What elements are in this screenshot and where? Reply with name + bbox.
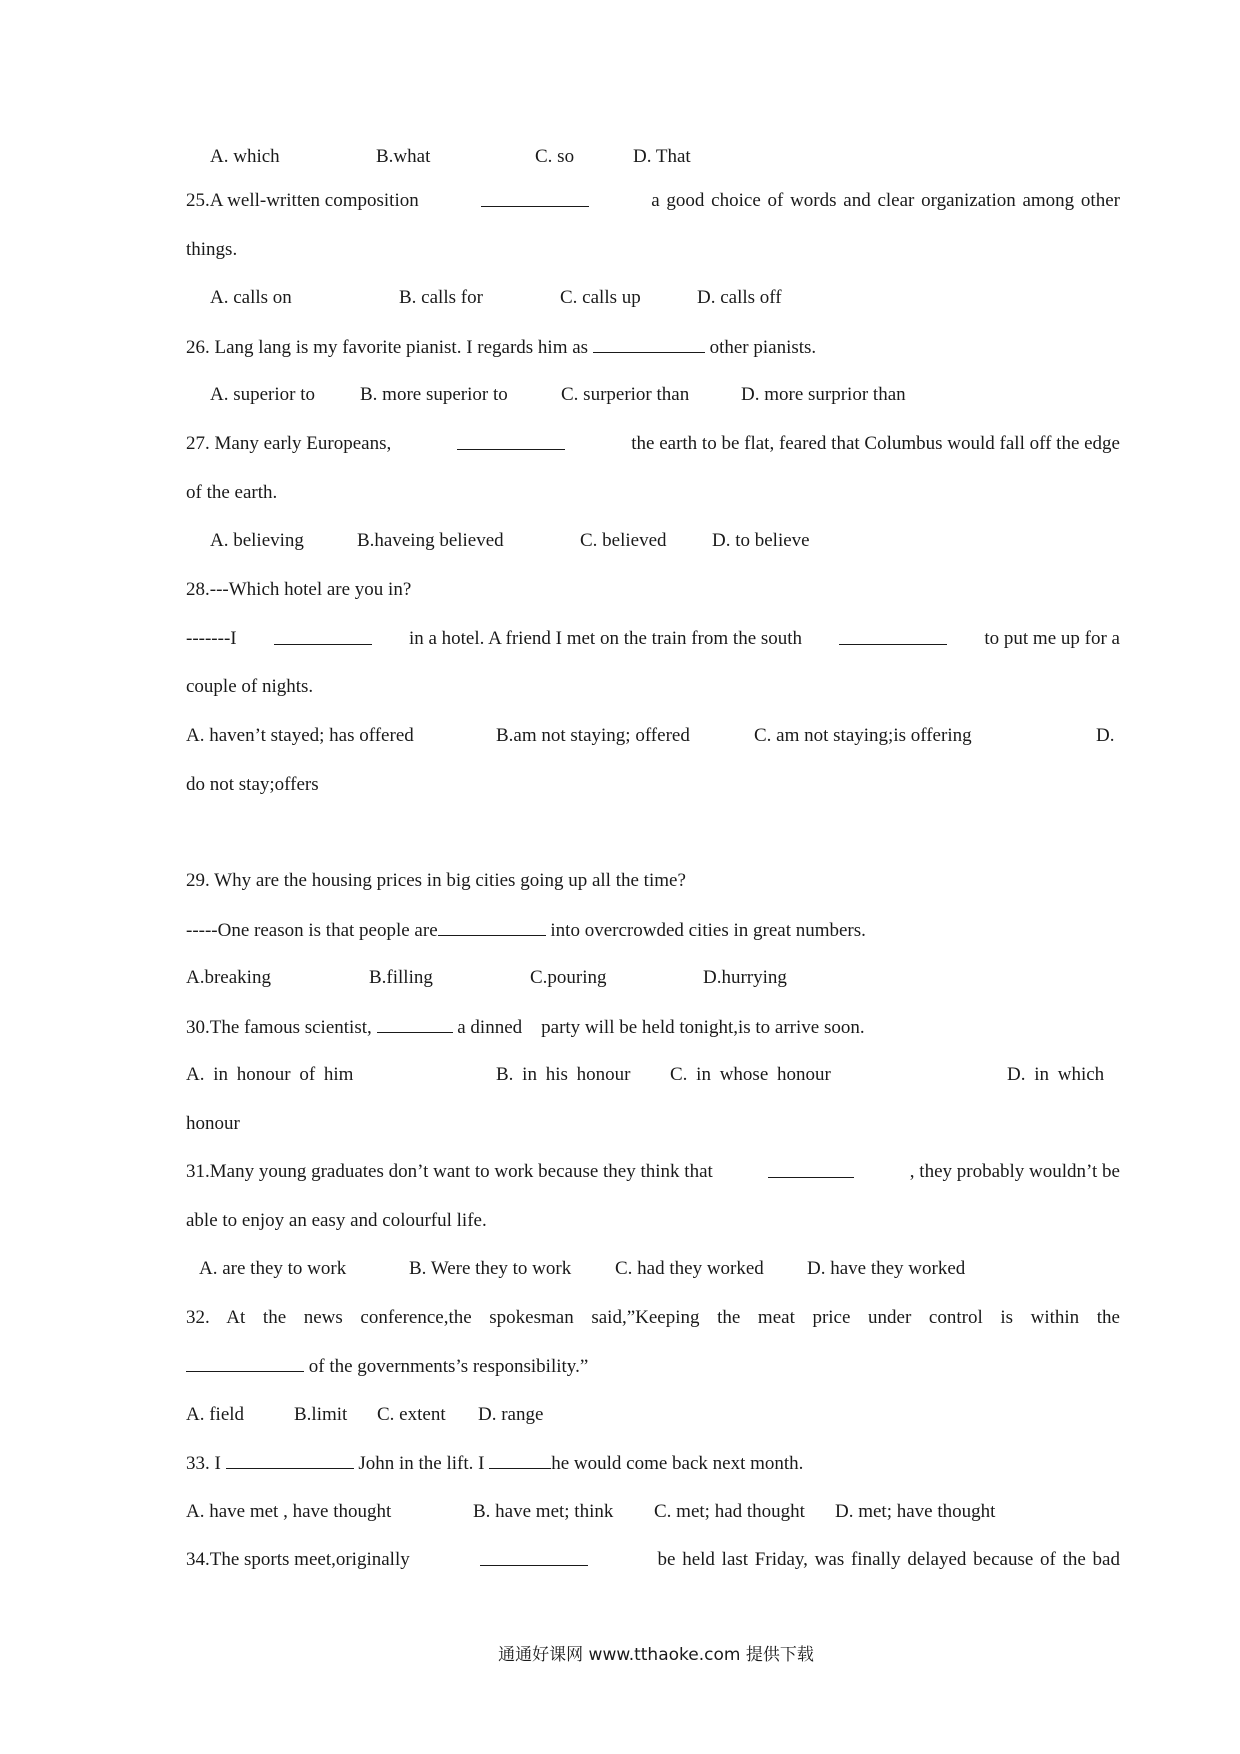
q29-option-d: D.hurrying xyxy=(703,967,787,988)
q31-stem-b: , they probably wouldn’t be xyxy=(909,1161,1120,1182)
page-footer: 通通好课网 www.tthaoke.com 提供下载 xyxy=(498,1645,814,1665)
q30-stem-a: 30.The famous scientist, xyxy=(186,1017,377,1038)
q28-option-d-cont: do not stay;offers xyxy=(186,774,319,795)
q27-option-b: B.haveing believed xyxy=(357,530,504,551)
q24-option-c: C. so xyxy=(535,146,575,167)
q34-answer-blank xyxy=(480,1548,588,1566)
q28-answer-blank-2 xyxy=(839,627,947,645)
q33-option-b: B. have met; think xyxy=(473,1501,614,1522)
q27-stem-line2: of the earth. xyxy=(186,482,278,503)
q28-option-d: D. xyxy=(1096,725,1115,746)
q30-option-a: A. in honour of him xyxy=(186,1064,354,1085)
q25-stem-b: a good choice of words and clear organization among other xyxy=(651,190,1120,211)
q30-answer-blank xyxy=(377,1015,453,1033)
q26-option-b: B. more superior to xyxy=(360,384,508,405)
q28-answer-blank-1 xyxy=(274,627,372,645)
q29-stem-b1: -----One reason is that people are xyxy=(186,920,438,941)
q30-option-d-cont: honour xyxy=(186,1113,240,1134)
q28-stem-line3: couple of nights. xyxy=(186,676,314,697)
q28-option-b: B.am not staying; offered xyxy=(496,725,690,746)
q29-option-c: C.pouring xyxy=(530,967,607,988)
q33-answer-blank-2 xyxy=(489,1451,551,1469)
q34-stem-a: 34.The sports meet,originally xyxy=(186,1549,410,1570)
q28-stem-line1: 28.---Which hotel are you in? xyxy=(186,579,412,600)
q33-option-a: A. have met , have thought xyxy=(186,1501,392,1522)
q29-option-a: A.breaking xyxy=(186,967,271,988)
q29-stem-line1: 29. Why are the housing prices in big cities going up all the time? xyxy=(186,870,686,891)
q31-option-a: A. are they to work xyxy=(199,1258,347,1279)
q29-option-b: B.filling xyxy=(369,967,433,988)
q30-stem xyxy=(186,1015,865,1040)
q31-stem-a: 31.Many young graduates don’t want to work because they think that xyxy=(186,1161,713,1182)
q26-stem-b: other pianists. xyxy=(704,337,817,358)
q25-stem-line2: things. xyxy=(186,239,238,260)
q27-option-c: C. believed xyxy=(580,530,667,551)
q25-option-c: C. calls up xyxy=(560,287,641,308)
q32-stem-line1: 32. At the news conference,the spokesman said,”Keeping the meat price under control is within the xyxy=(186,1307,1120,1328)
q26-stem xyxy=(186,335,816,360)
q32-answer-blank xyxy=(186,1354,304,1372)
q26-stem-a: 26. Lang lang is my favorite pianist. I regards him as xyxy=(186,337,593,358)
q32-option-d: D. range xyxy=(478,1404,544,1425)
q25-option-a: A. calls on xyxy=(210,287,292,308)
q27-stem-line1 xyxy=(186,432,1120,456)
q30-stem-b: a dinned party will be held tonight,is to arrive soon. xyxy=(452,1017,865,1038)
q30-option-c: C. in whose honour xyxy=(670,1064,831,1085)
q33-stem-b: John in the lift. I xyxy=(353,1453,490,1474)
q24-option-a: A. which xyxy=(210,146,280,167)
q31-stem-line2: able to enjoy an easy and colourful life. xyxy=(186,1210,487,1231)
q28-stem-b2: in a hotel. A friend I met on the train from the south xyxy=(408,628,803,649)
q26-option-a: A. superior to xyxy=(210,384,316,405)
q32-option-b: B.limit xyxy=(294,1404,348,1425)
q31-answer-blank xyxy=(768,1160,854,1178)
q34-stem-line1 xyxy=(186,1548,1120,1572)
q33-option-d: D. met; have thought xyxy=(835,1501,996,1522)
q30-option-d: D. in which xyxy=(1007,1064,1105,1085)
q28-stem-line2 xyxy=(186,627,1120,651)
q30-option-b: B. in his honour xyxy=(496,1064,631,1085)
q28-stem-b1: -------I xyxy=(186,628,237,649)
q32-stem-line2 xyxy=(186,1354,588,1379)
q25-option-b: B. calls for xyxy=(399,287,483,308)
q27-stem-a: 27. Many early Europeans, xyxy=(186,433,392,454)
q27-answer-blank xyxy=(457,432,565,450)
q33-answer-blank-1 xyxy=(226,1451,354,1469)
q33-stem xyxy=(186,1451,803,1476)
q25-stem-a: 25.A well-written composition xyxy=(186,190,419,211)
q31-option-c: C. had they worked xyxy=(615,1258,764,1279)
q31-stem-line1 xyxy=(186,1160,1120,1184)
q27-option-d: D. to believe xyxy=(712,530,810,551)
q29-answer-blank xyxy=(438,918,546,936)
q25-answer-blank xyxy=(481,189,589,207)
q33-stem-a: 33. I xyxy=(186,1453,226,1474)
q33-stem-c: he would come back next month. xyxy=(551,1453,804,1474)
q27-option-a: A. believing xyxy=(210,530,304,551)
q31-option-d: D. have they worked xyxy=(807,1258,966,1279)
q24-option-d: D. That xyxy=(633,146,691,167)
q26-option-c: C. surperior than xyxy=(561,384,690,405)
q29-stem-b2: into overcrowded cities in great numbers. xyxy=(545,920,866,941)
q34-stem-b: be held last Friday, was finally delayed because of the bad xyxy=(657,1549,1120,1570)
q24-option-b: B.what xyxy=(376,146,431,167)
q28-option-c: C. am not staying;is offering xyxy=(754,725,972,746)
q26-answer-blank xyxy=(593,335,705,353)
q28-stem-b3: to put me up for a xyxy=(984,628,1120,649)
q27-stem-b: the earth to be flat, feared that Columbus would fall off the edge xyxy=(631,433,1120,454)
q33-option-c: C. met; had thought xyxy=(654,1501,805,1522)
q32-stem-b: of the governments’s responsibility.” xyxy=(304,1356,589,1377)
q29-stem-line2 xyxy=(186,918,866,943)
q32-option-a: A. field xyxy=(186,1404,245,1425)
q26-option-d: D. more surprior than xyxy=(741,384,906,405)
q31-option-b: B. Were they to work xyxy=(409,1258,572,1279)
q25-option-d: D. calls off xyxy=(697,287,782,308)
q32-option-c: C. extent xyxy=(377,1404,446,1425)
q28-option-a: A. haven’t stayed; has offered xyxy=(186,725,414,746)
q25-stem-line1 xyxy=(186,189,1120,213)
